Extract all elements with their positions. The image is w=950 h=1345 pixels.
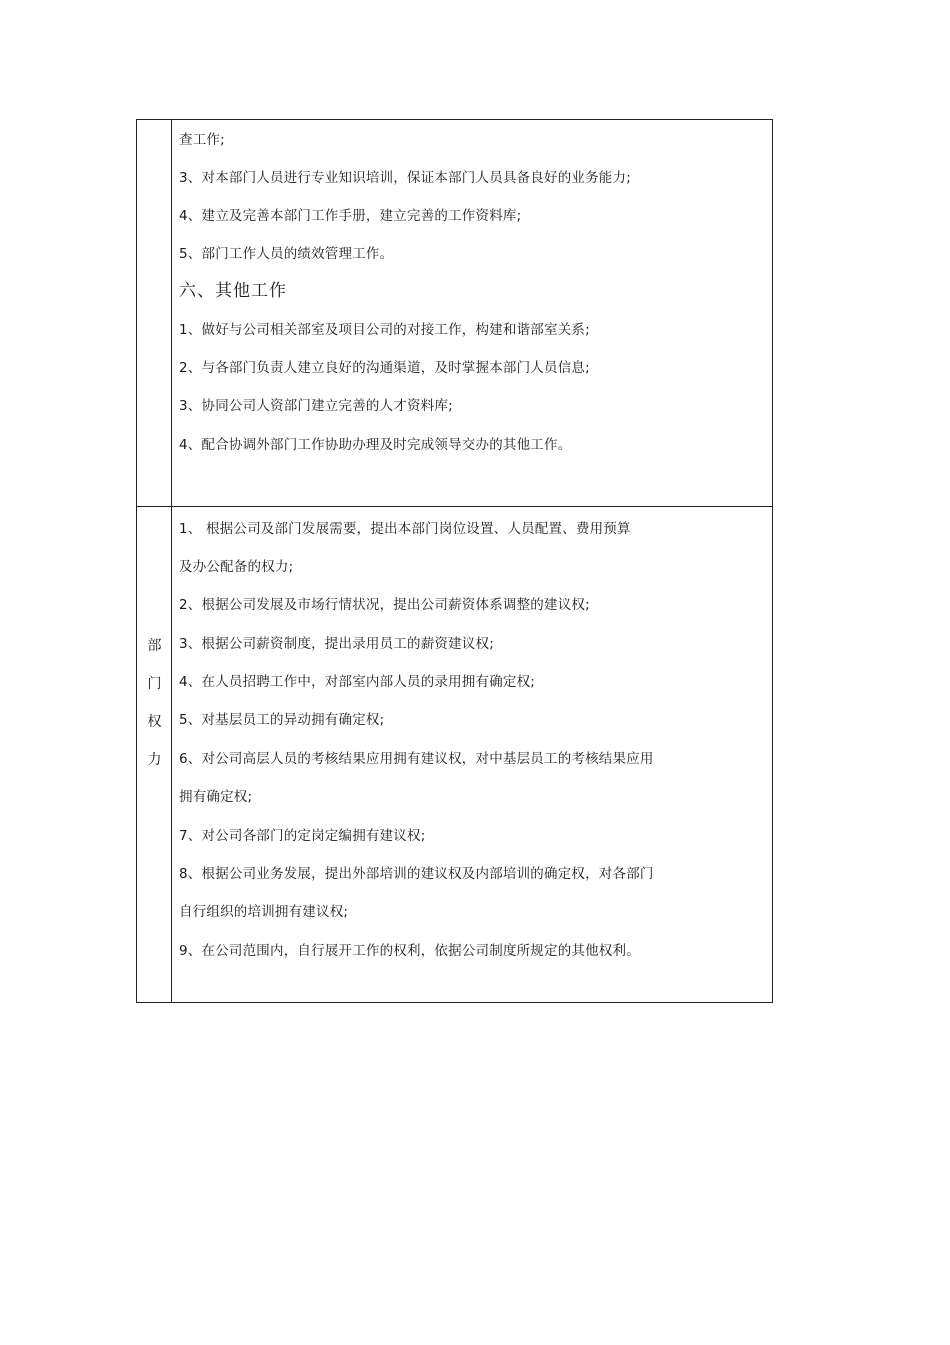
other-work-line: 1、做好与公司相关部室及项目公司的对接工作，构建和谐部室关系; — [179, 322, 590, 338]
duty-line: 3、对本部门人员进行专业知识培训，保证本部门人员具备良好的业务能力; — [179, 170, 631, 186]
authority-line: 自行组织的培训拥有建议权; — [179, 904, 349, 920]
authority-label-cell — [137, 507, 172, 1002]
duty-line: 4、建立及完善本部门工作手册，建立完善的工作资料库; — [179, 208, 522, 224]
authority-label-char: 部 — [147, 638, 162, 654]
authority-line: 拥有确定权; — [179, 789, 253, 805]
authority-label-char: 门 — [147, 676, 162, 692]
duties-row — [137, 120, 772, 506]
authority-row — [137, 506, 772, 1002]
authority-line: 3、根据公司薪资制度，提出录用员工的薪资建议权; — [179, 636, 494, 652]
duty-line: 查工作; — [179, 132, 225, 148]
authority-line: 4、在人员招聘工作中，对部室内部人员的录用拥有确定权; — [179, 674, 536, 690]
authority-content-cell — [172, 507, 772, 1002]
duties-content-cell — [172, 120, 772, 506]
authority-label-char: 权 — [147, 714, 162, 730]
duty-line: 5、部门工作人员的绩效管理工作。 — [179, 246, 394, 262]
authority-line: 1、 根据公司及部门发展需要，提出本部门岗位设置、人员配置、费用预算 — [179, 521, 631, 537]
authority-line: 8、根据公司业务发展，提出外部培训的建议权及内部培训的确定权，对各部门 — [179, 866, 654, 882]
duties-label-cell — [137, 120, 172, 506]
authority-line: 6、对公司高层人员的考核结果应用拥有建议权，对中基层员工的考核结果应用 — [179, 751, 654, 767]
other-work-line: 4、配合协调外部门工作协助办理及时完成领导交办的其他工作。 — [179, 437, 572, 453]
authority-line: 及办公配备的权力; — [179, 559, 294, 575]
authority-label-char: 力 — [147, 752, 162, 768]
other-work-line: 2、与各部门负责人建立良好的沟通渠道，及时掌握本部门人员信息; — [179, 360, 590, 376]
section-heading-other-work: 六、其他工作 — [179, 281, 287, 301]
authority-line: 2、根据公司发展及市场行情状况，提出公司薪资体系调整的建议权; — [179, 597, 590, 613]
authority-line: 5、对基层员工的异动拥有确定权; — [179, 712, 385, 728]
other-work-line: 3、协同公司人资部门建立完善的人才资料库; — [179, 398, 453, 414]
authority-line: 7、对公司各部门的定岗定编拥有建议权; — [179, 828, 426, 844]
authority-line: 9、在公司范围内，自行展开工作的权利，依据公司制度所规定的其他权利。 — [179, 943, 640, 959]
responsibility-table — [136, 119, 773, 1003]
